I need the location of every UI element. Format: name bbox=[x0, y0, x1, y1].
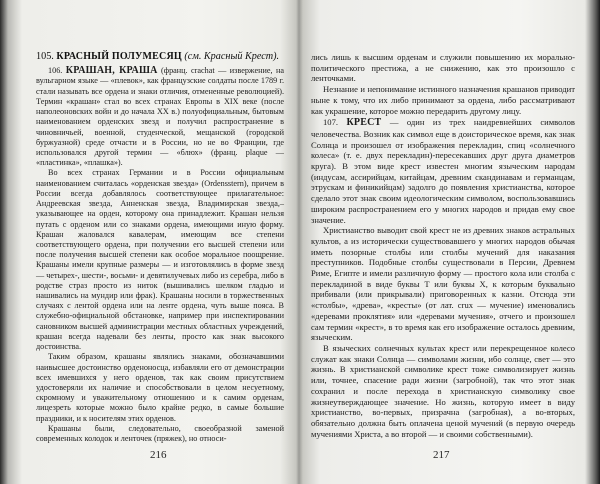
entry-105-number: 105. bbox=[36, 51, 54, 62]
entry-105-title: КРАСНЫЙ ПОЛУМЕСЯЦ bbox=[56, 51, 182, 62]
entry-107-paragraph-1 bbox=[311, 117, 575, 225]
entry-106-paragraph-2: Во всех странах Германии и в России официальным наименованием считалась «орденская звезда» (Ordensstern), причем в России всегда добавлялось соответствующее прилагательное: Андреевская звезда, Анненская звезда, Владимирская звезда,– указывающее на орден, которому она принадлежит. Крашан нельзя путать с орденом или со знаками ордена, имеющими иную форму. Крашан жаловался кавалерам, имеющим все степени соответствующего ордена, при получении его высшей степени или после получения высшей степени как особое моральное поощрение. Крашаны имели крупные размеры — и изготовлялись в форме звезд — четырех-, шести-, восьми- и девятилучевых либо из серебра, либо в родстве страз просто из ниток (вышивались шелком гладью и нашивались на мундир или фрак). Крашаны носили в торжественных случаях с лентой ордена или на ленте ордена, чуть выше пояса. В служебно-официальной обстановке, например при инспектировании сановником высшей администрации местных областных учреждений, крашан всегда надевали без ленты, просто как знак высокого достоинства. bbox=[36, 168, 284, 352]
entry-106-paragraph-1 bbox=[36, 66, 284, 168]
entry-107-paragraph-3: В языческих солнечных культах крест или перекрещенное колесо служат как знаки Солнца — символами жизни, ибо солнце, свет — это жизнь. В христианской символике крест тоже символизирует жизнь или, точнее, спасение ради жизни (загробной), так что этот знак сохранил и после перехода в христианскую символику свое жизнеутверждающее значение. Но жизнь, которую имеет в виду христианство, во-первых, призрачна (загробная), а во-вторых, обязательно должна быть оплачена ценой мучений (в первую очередь мучениями Христа, а во второй — и своими собственными). bbox=[311, 342, 575, 439]
right-page-number: 217 bbox=[433, 449, 450, 461]
entry-107-text-1: — один из трех наидревнейших символов человечества. Возник как символ еще в доисторическое время, как знак Солнца и произошел от изображения перекладин, спиц «солнечного колеса» (т. е. двух перекладин)-пересекавших друг друга диаметров круга). В этом виде крест известен многим языческим народам (индусам, ассирийцам, китайцам, древним скандинавам и германцам, этрускам и финикийцам) задолго до появления христианства, которое сделало этот знак своим идеологическим символом, воспользовавшись широким распространением его у многих народов и придав ему свое значение. bbox=[311, 117, 575, 225]
entry-106-number: 106. bbox=[48, 66, 63, 76]
entry-106-paragraph-3: Таким образом, крашаны являлись знаками, обозначавшими наивысшее достоинство орденоносца, избавляли его от демонстрации всех имевшихся у него орденов, так как своим присутствием удостоверяли их наличие и способствовали в целом несуетному, скромному и уважительному отношению и к самим орденам, лицезреть которые можно было крайне редко, в самые большие праздники, и к носителям этих орденов. bbox=[36, 352, 284, 423]
entry-106-paragraph-4: Крашаны были, следовательно, своеобразной заменой современных колодок и ленточек (пряжек), но относи- bbox=[36, 423, 284, 444]
entry-107-title: КРЕСТ bbox=[346, 117, 382, 129]
left-page-number: 216 bbox=[150, 449, 167, 461]
entry-107-number: 107. bbox=[323, 117, 339, 128]
right-page bbox=[311, 52, 575, 439]
entry-105-heading bbox=[36, 52, 284, 62]
left-page bbox=[36, 52, 284, 444]
entry-106-continued: лись лишь к высшим орденам и служили повышению их морально-политического престижа, а не снижению, как это произошло с ленточками. bbox=[311, 52, 575, 84]
entry-105-ref: (см. Красный Крест). bbox=[184, 51, 280, 62]
entry-106-closing: Незнание и непонимание истинного назначения крашанов приводит ныне к тому, что их либо принимают за ордена, либо рассматривают как украшение, которое можно передарить другому лицу. bbox=[311, 84, 575, 116]
entry-106-title: КРАШАН, КРАША bbox=[65, 65, 158, 77]
entry-106-text-1: (франц. crachat — извержение, на вульгарном языке — «плевок», как французские солдаты после 1789 г. стали называть все ордена и знаки отличия, отмененные революцией). Термин «крашан» стал во всех странах Европы в XIX веке (после наполеоновских войн и до начала XX в.) полуофициальным, бытовым наименованием орденских звезд и получил распространение в чиновничьей, военной, студенческой, мещанской (городской буржуазной) среде отчасти и в России, но не во Франции, где использовался другой термин — «блюх» (франц. plaque — «пластинка», «плашка»). bbox=[36, 66, 285, 168]
entry-107-paragraph-2: Христианство выводит свой крест не из древних знаков астральных культов, а из исторически существовавшего у многих народов обычая иметь позорные столбы или столбы мучений для наказания преступников. Подобные столбы существовали в Персии, Древнем Риме, Египте и имели различную форму — простого кола или столба с перекладиной в виде буквы Т или буквы Х, к которым буквально прибивали (или прикрывали) приговоренных к казни. Отсюда эти «столбы», «древа», «кресты» (от лат. crux — мучение) именовались «деревами проклятия» или «деревами мучения», отчего и произошел сам термин «крест», в то время как его изображение осталось древним, языческим. bbox=[311, 225, 575, 343]
